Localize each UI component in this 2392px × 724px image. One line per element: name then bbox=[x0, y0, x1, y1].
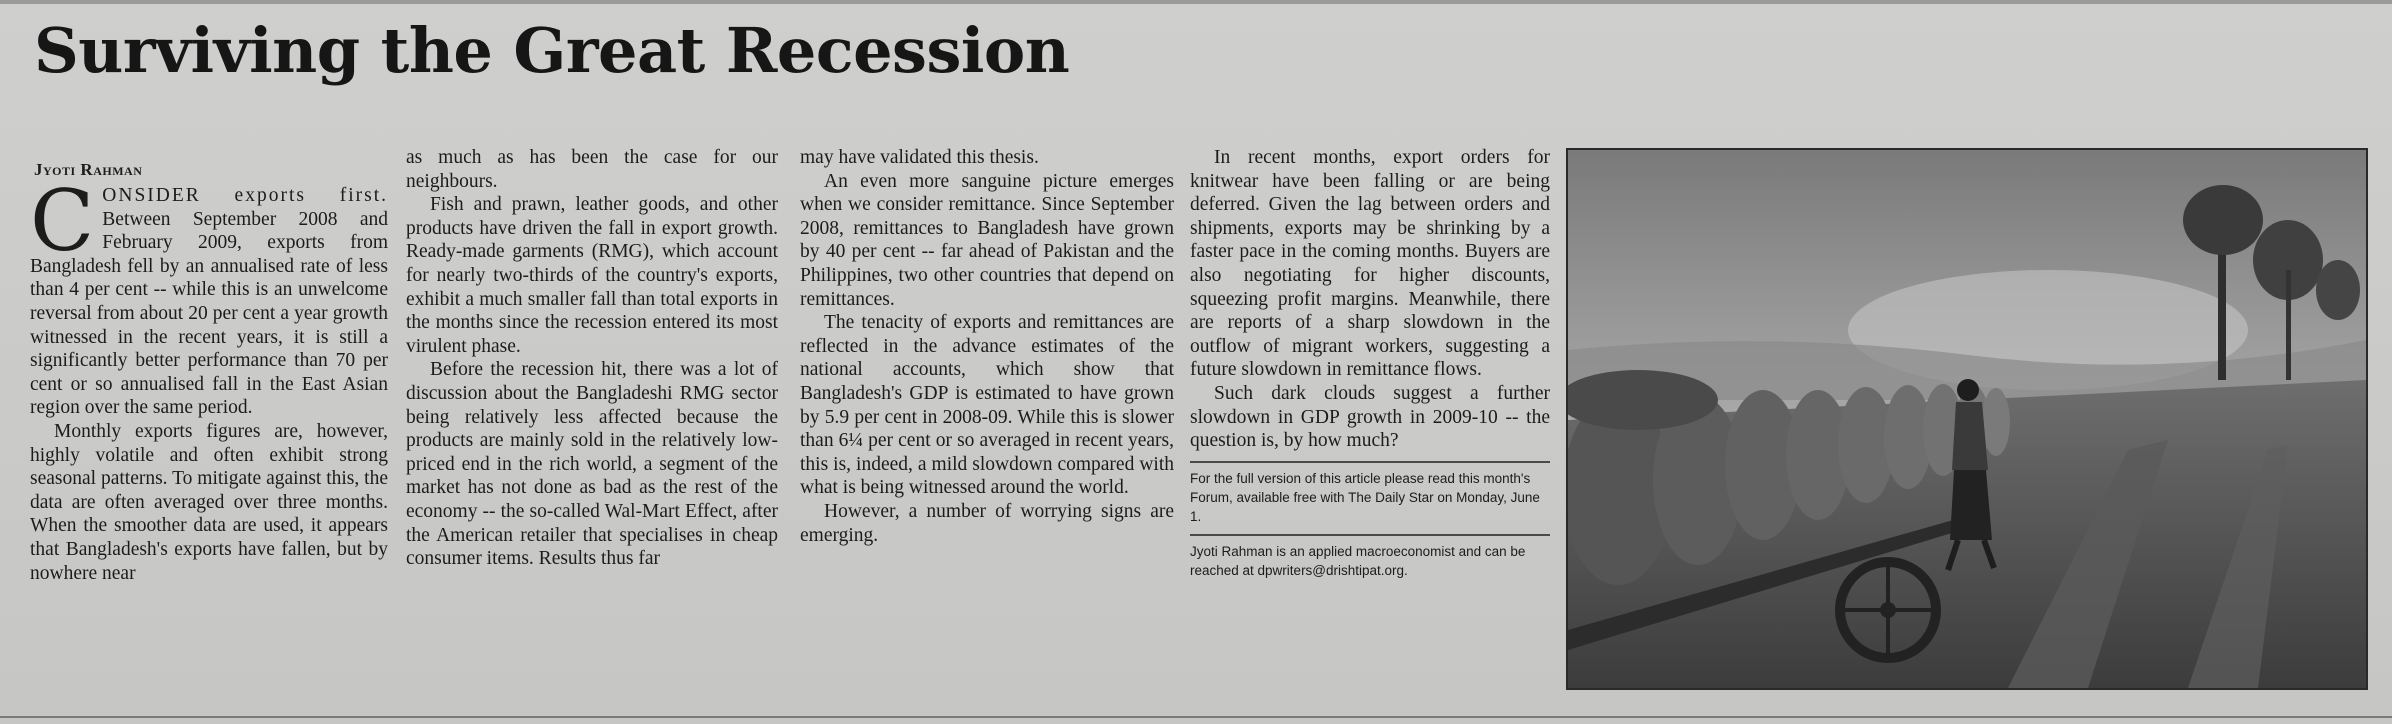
drop-cap: C bbox=[30, 172, 95, 270]
paragraph: An even more sanguine picture emerges when we consider remittance. Since September 2008, remittances to Bangladesh have grown by 40 per cent -- far ahead of Pakistan and the Philippines, two other countries that depend on remittances. bbox=[800, 170, 1174, 310]
column-4 bbox=[1190, 146, 1550, 580]
author-note: Jyoti Rahman is an applied macroeconomist and can be reached at dpwriters@drishtipat.org. bbox=[1190, 543, 1526, 578]
column-3 bbox=[800, 146, 1174, 547]
paragraph: Monthly exports figures are, however, highly volatile and often exhibit strong seasonal patterns. To mitigate against this, the data are often averaged over three months. When the smoother data are used, it appears that Bangladesh's exports have fallen, but by nowhere near bbox=[30, 420, 388, 584]
paragraph: Such dark clouds suggest a further slowdown in GDP growth in 2009-10 -- the question is, by how much? bbox=[1190, 382, 1550, 452]
forum-note: For the full version of this article please read this month's Forum, available free with The Daily Star on Monday, June 1. bbox=[1190, 470, 1540, 524]
column-1 bbox=[30, 172, 388, 585]
paragraph: However, a number of worrying signs are emerging. bbox=[800, 500, 1174, 546]
paragraph: as much as has been the case for our neighbours. bbox=[406, 147, 778, 192]
bottom-rule bbox=[0, 716, 2392, 718]
paragraph-text: Between September 2008 and February 2009, exports from Bangladesh fell by an annualised rate of less than 4 per cent -- while this is an unwelcome reversal from about 20 per cent a year growth witnessed in the recent years, it is still a significantly better performance than 70 per cent or so annualised fall in the East Asian region over the same period. bbox=[30, 208, 388, 419]
article-photo bbox=[1566, 148, 2368, 690]
note-divider bbox=[1190, 534, 1550, 536]
paragraph: may have validated this thesis. bbox=[800, 147, 1039, 168]
paragraph: Fish and prawn, leather goods, and other products have driven the fall in export growth. Ready-made garments (RMG), which account for nearly two-thirds of the country's exports, exhibit a much smaller fall than total exports in the months since the recession entered its most virulent phase. bbox=[406, 194, 778, 357]
photo-illustration bbox=[1568, 150, 2366, 688]
paragraph: In recent months, export orders for knitwear have been falling or are being deferred. Given the lag between orders and shipments, exports may be shrinking by a faster pace in the coming months. Buyers are also negotiating for higher discounts, squeezing profit margins. Meanwhile, there are reports of a sharp slowdown in the outflow of migrant workers, suggesting a future slowdown in remittance flows. bbox=[1190, 147, 1550, 381]
paragraph: The tenacity of exports and remittances are reflected in the advance estimates of the national accounts, which show that Bangladesh's GDP is estimated to have grown by 5.9 per cent in 2008-09. While this is slower than 6¼ per cent or so averaged in recent years, this is, indeed, a mild slowdown compared with what is being witnessed around the world. bbox=[800, 312, 1174, 499]
byline: Jyoti Rahman bbox=[34, 160, 143, 179]
note-divider bbox=[1190, 461, 1550, 463]
paragraph: Before the recession hit, there was a lot of discussion about the Bangladeshi RMG sector being relatively less affected because the products are mainly sold in the relatively low-priced end in the rich world, a segment of the market has not done as bad as the rest of the economy -- the so-called Wal-Mart Effect, after the American retailer that specialises in cheap consumer items. Results thus far bbox=[406, 359, 778, 570]
column-2 bbox=[406, 146, 778, 571]
headline: Surviving the Great Recession bbox=[34, 14, 1070, 87]
paragraph bbox=[30, 172, 388, 420]
top-rule bbox=[0, 0, 2392, 4]
lead-in: ONSIDER exports first. bbox=[102, 185, 388, 206]
